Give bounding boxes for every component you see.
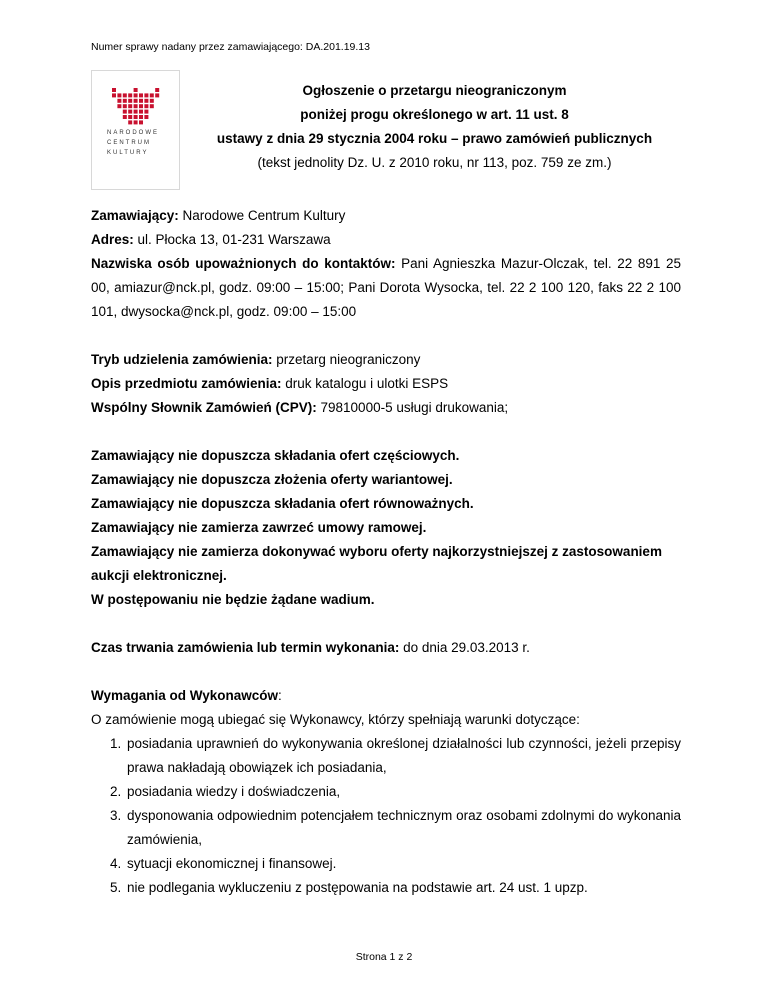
list-item: 3. dysponowania odpowiednim potencjałem technicznym oraz osobami zdolnymi do wykonania zamówienia, [110,808,681,847]
logo-line: KULTURY [107,150,149,156]
requirements-list [91,732,681,900]
contact-persons: Nazwiska osób upoważnionych do kontaktów: Pani Agnieszka Mazur-Olczak, tel. 22 891 25 00, amiazur@nck.pl, godz. 09:00 – 15:00; Pani Dorota Wysocka, tel. 22 2 100 120, faks 22 2 100 101, dwysocka@nck.pl, godz. 09:00 – 15:00 [91,256,681,319]
logo-line: NARODOWE [107,130,159,136]
list-item: 4. sytuacji ekonomicznej i finansowej. [110,856,337,871]
order-description: Opis przedmiotu zamówienia: druk katalogu i ulotki ESPS [91,376,449,391]
notice-title [180,79,689,175]
procurement-mode: Tryb udzielenia zamówienia: przetarg nieograniczony [91,352,421,367]
logo-text [92,128,179,158]
title-line: ustawy z dnia 29 stycznia 2004 roku – prawo zamówień publicznych [216,131,653,146]
notice-body [91,204,681,900]
duration: Czas trwania zamówienia lub termin wykonania: do dnia 29.03.2013 r. [91,640,530,655]
logo [91,70,180,190]
statement: Zamawiający nie dopuszcza składania ofert równoważnych. [91,496,474,511]
statement: Zamawiający nie dopuszcza składania ofert częściowych. [91,448,460,463]
page-number: Strona 1 z 2 [355,951,413,963]
statement: Zamawiający nie dopuszcza złożenia oferty wariantowej. [91,472,453,487]
title-subline: (tekst jednolity Dz. U. z 2010 roku, nr 113, poz. 759 ze zm.) [257,155,612,170]
statement: W postępowaniu nie będzie żądane wadium. [91,592,375,607]
crown-logo-icon [111,87,161,127]
statement: Zamawiający nie zamierza zawrzeć umowy ramowej. [91,520,427,535]
title-line: poniżej progu określonego w art. 11 ust. 8 [300,107,569,122]
case-number: Numer sprawy nadany przez zamawiającego: DA.201.19.13 [91,41,370,53]
title-line: Ogłoszenie o przetargu nieograniczonym [302,83,567,98]
requirements-intro: O zamówienie mogą ubiegać się Wykonawcy, którzy spełniają warunki dotyczące: [91,712,580,727]
requirements-heading: Wymagania od Wykonawców: [91,688,282,703]
list-item: 1. posiadania uprawnień do wykonywania określonej działalności lub czynności, jeżeli przepisy prawa nakładają obowiązek ich posiadania, [110,736,681,775]
cpv-code: Wspólny Słownik Zamówień (CPV): 79810000-5 usługi drukowania; [91,400,509,415]
logo-line: CENTRUM [107,140,151,146]
list-item: 2. posiadania wiedzy i doświadczenia, [110,784,341,799]
contracting-authority: Zamawiający: Narodowe Centrum Kultury [91,208,346,223]
list-item: 5. nie podlegania wykluczeniu z postępowania na podstawie art. 24 ust. 1 upzp. [110,880,588,895]
statement: Zamawiający nie zamierza dokonywać wyboru oferty najkorzystniejszej z zastosowaniem aukcji elektronicznej. [91,544,662,583]
address: Adres: ul. Płocka 13, 01-231 Warszawa [91,232,331,247]
